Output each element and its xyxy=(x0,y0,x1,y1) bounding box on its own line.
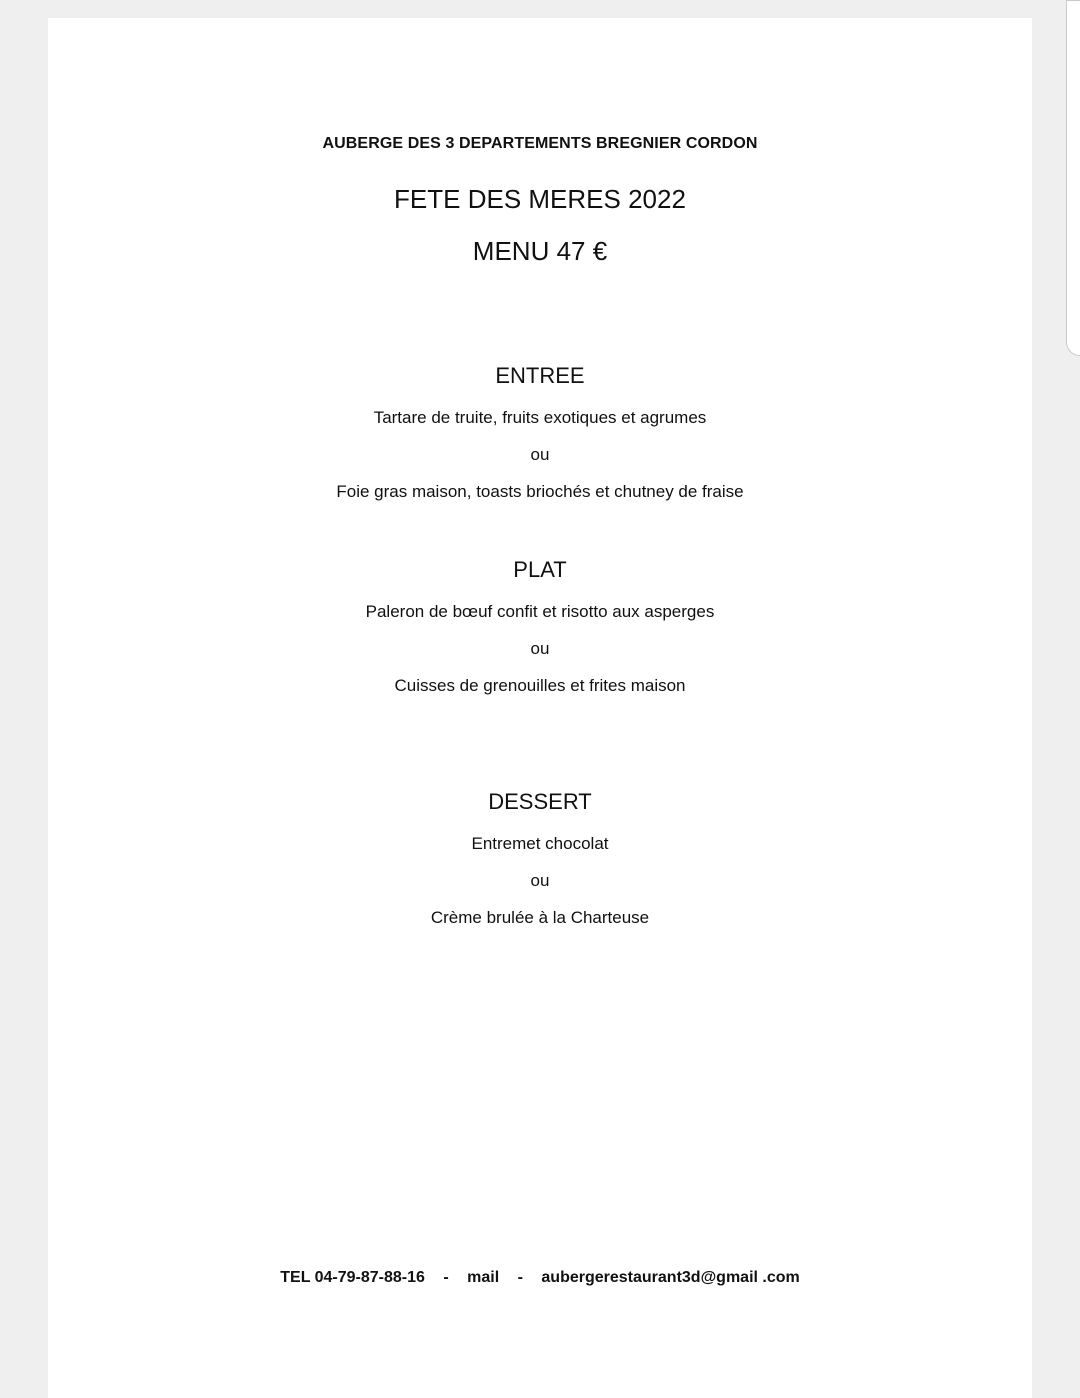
scroll-handle[interactable] xyxy=(1066,0,1080,356)
footer-separator: - xyxy=(443,1269,449,1286)
email-address: aubergerestaurant3d@gmail .com xyxy=(541,1269,800,1286)
contact-footer xyxy=(48,1269,1032,1287)
dessert-choice-1: Entremet chocolat xyxy=(471,834,609,853)
entree-choice-1: Tartare de truite, fruits exotiques et agrumes xyxy=(373,408,707,427)
document-page xyxy=(48,18,1032,1398)
footer-separator: - xyxy=(517,1269,523,1286)
section-heading-dessert: DESSERT xyxy=(488,789,592,814)
phone-number: TEL 04-79-87-88-16 xyxy=(280,1269,425,1286)
menu-price: MENU 47 € xyxy=(472,236,608,266)
plat-or: ou xyxy=(530,639,550,658)
dessert-choice-2: Crème brulée à la Charteuse xyxy=(430,908,650,927)
plat-choice-2: Cuisses de grenouilles et frites maison xyxy=(394,676,686,695)
section-heading-plat: PLAT xyxy=(513,557,567,582)
section-heading-entree: ENTREE xyxy=(495,363,585,388)
event-title: FETE DES MERES 2022 xyxy=(394,184,686,214)
mail-label: mail xyxy=(467,1269,500,1286)
plat-choice-1: Paleron de bœuf confit et risotto aux asperges xyxy=(365,602,715,621)
entree-or: ou xyxy=(530,445,550,464)
dessert-or: ou xyxy=(530,871,550,890)
establishment-name: AUBERGE DES 3 DEPARTEMENTS BREGNIER CORDON xyxy=(322,135,758,152)
entree-choice-2: Foie gras maison, toasts briochés et chutney de fraise xyxy=(336,482,744,501)
